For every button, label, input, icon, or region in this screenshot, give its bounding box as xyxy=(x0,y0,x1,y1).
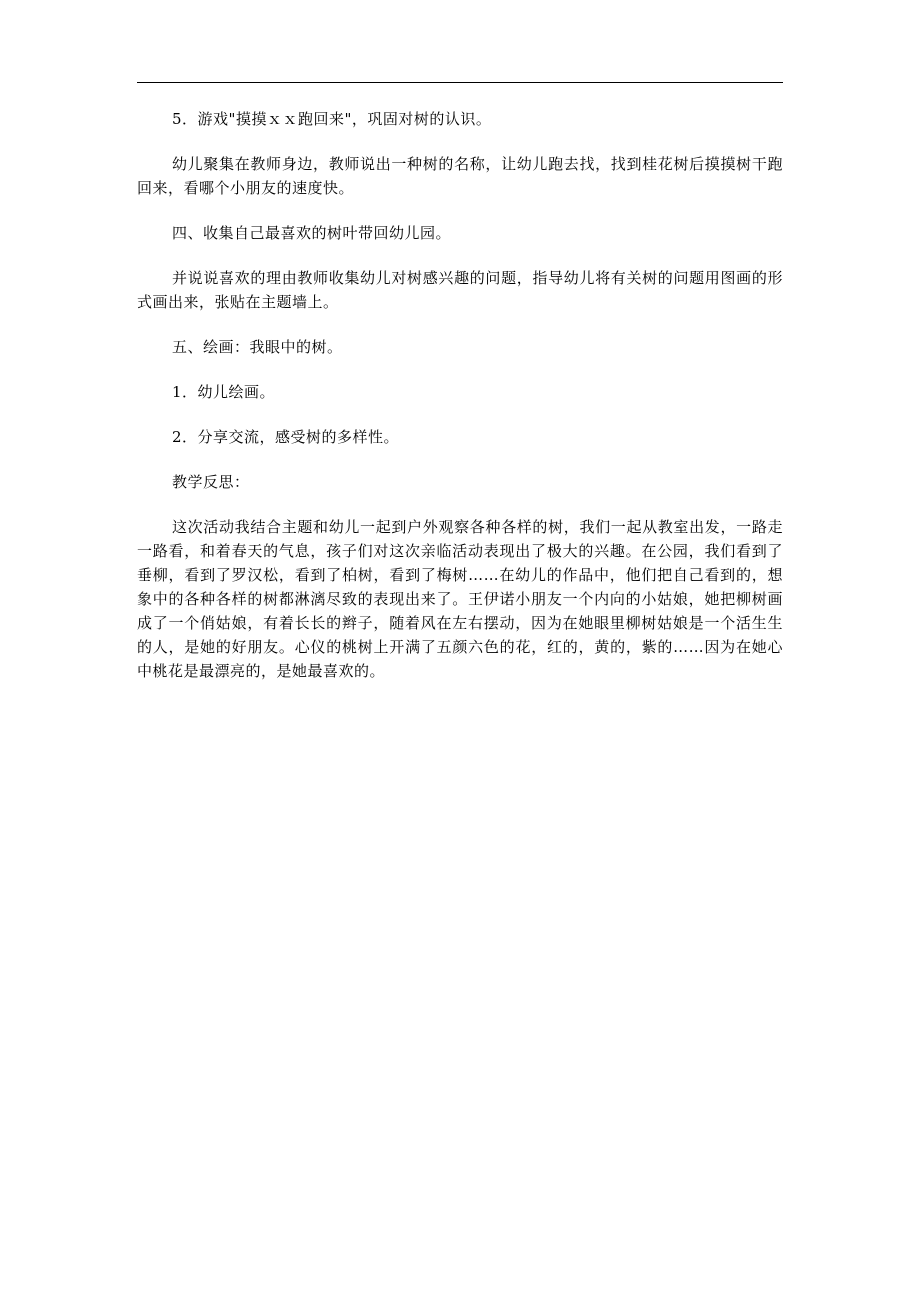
paragraph-game-step-5: 5．游戏"摸摸ｘｘ跑回来"，巩固对树的认识。 xyxy=(172,110,492,128)
heading-drawing: 五、绘画：我眼中的树。 xyxy=(172,338,343,356)
document-body xyxy=(137,107,783,704)
paragraph-drawing-step-2: 2．分享交流，感受树的多样性。 xyxy=(172,428,400,446)
paragraph-teaching-reflection: 这次活动我结合主题和幼儿一起到户外观察各种各样的树，我们一起从教室出发，一路走一路看，和着春天的气息，孩子们对这次亲临活动表现出了极大的兴趣。在公园，我们看到了垂柳，看到了罗汉松，看到了柏树，看到了梅树……在幼儿的作品中，他们把自己看到的，想象中的各种各样的树都淋漓尽致的表现出来了。王伊诺小朋友一个内向的小姑娘，她把柳树画成了一个俏姑娘，有着长长的辫子，随着风在左右摆动，因为在她眼里柳树姑娘是一个活生生的人，是她的好朋友。心仪的桃树上开满了五颜六色的花，红的，黄的，紫的……因为在她心中桃花是最漂亮的，是她最喜欢的。 xyxy=(137,518,783,680)
heading-collect-leaves: 四、收集自己最喜欢的树叶带回幼儿园。 xyxy=(172,224,452,242)
paragraph-game-description: 幼儿聚集在教师身边，教师说出一种树的名称，让幼儿跑去找，找到桂花树后摸摸树干跑回来，看哪个小朋友的速度快。 xyxy=(137,155,783,197)
paragraph-collect-leaves: 并说说喜欢的理由教师收集幼儿对树感兴趣的问题，指导幼儿将有关树的问题用图画的形式画出来，张贴在主题墙上。 xyxy=(137,269,783,311)
heading-teaching-reflection: 教学反思： xyxy=(172,473,250,491)
header-rule xyxy=(137,82,783,83)
paragraph-drawing-step-1: 1．幼儿绘画。 xyxy=(172,383,276,401)
